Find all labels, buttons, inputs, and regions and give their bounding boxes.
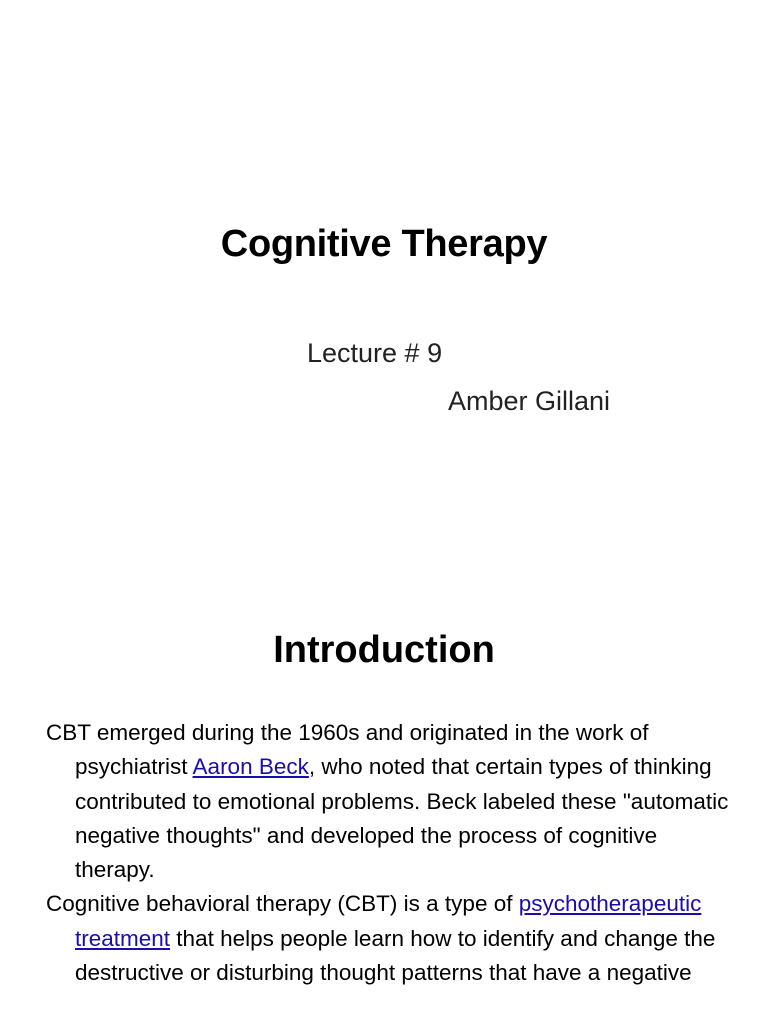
presentation-title: Cognitive Therapy: [220, 223, 548, 265]
aaron-beck-link[interactable]: Aaron Beck: [192, 754, 309, 780]
paragraph-text: CBT emerged during the 1960s and originated in the work of psychiatrist: [46, 720, 649, 780]
psychotherapeutic-treatment-link[interactable]: psychotherapeutic treatment: [75, 891, 702, 951]
author-name: Amber Gillani: [448, 386, 611, 416]
slide-body: [46, 716, 736, 990]
slide-title: Introduction: [273, 629, 495, 671]
paragraph-text: Cognitive behavioral therapy (CBT) is a type of: [46, 891, 519, 917]
paragraph-cbt-definition: [46, 887, 736, 990]
lecture-number: Lecture # 9: [307, 338, 443, 368]
paragraph-text: , who noted that certain types of thinking contributed to emotional problems. Beck labeled these "automatic negative thoughts" and developed the process of cognitive therapy.: [75, 754, 729, 883]
paragraph-cbt-origin: [46, 716, 736, 887]
paragraph-text: that helps people learn how to identify and change the destructive or disturbing thought patterns that have a negative: [75, 925, 716, 986]
introduction-slide: [0, 576, 768, 1024]
